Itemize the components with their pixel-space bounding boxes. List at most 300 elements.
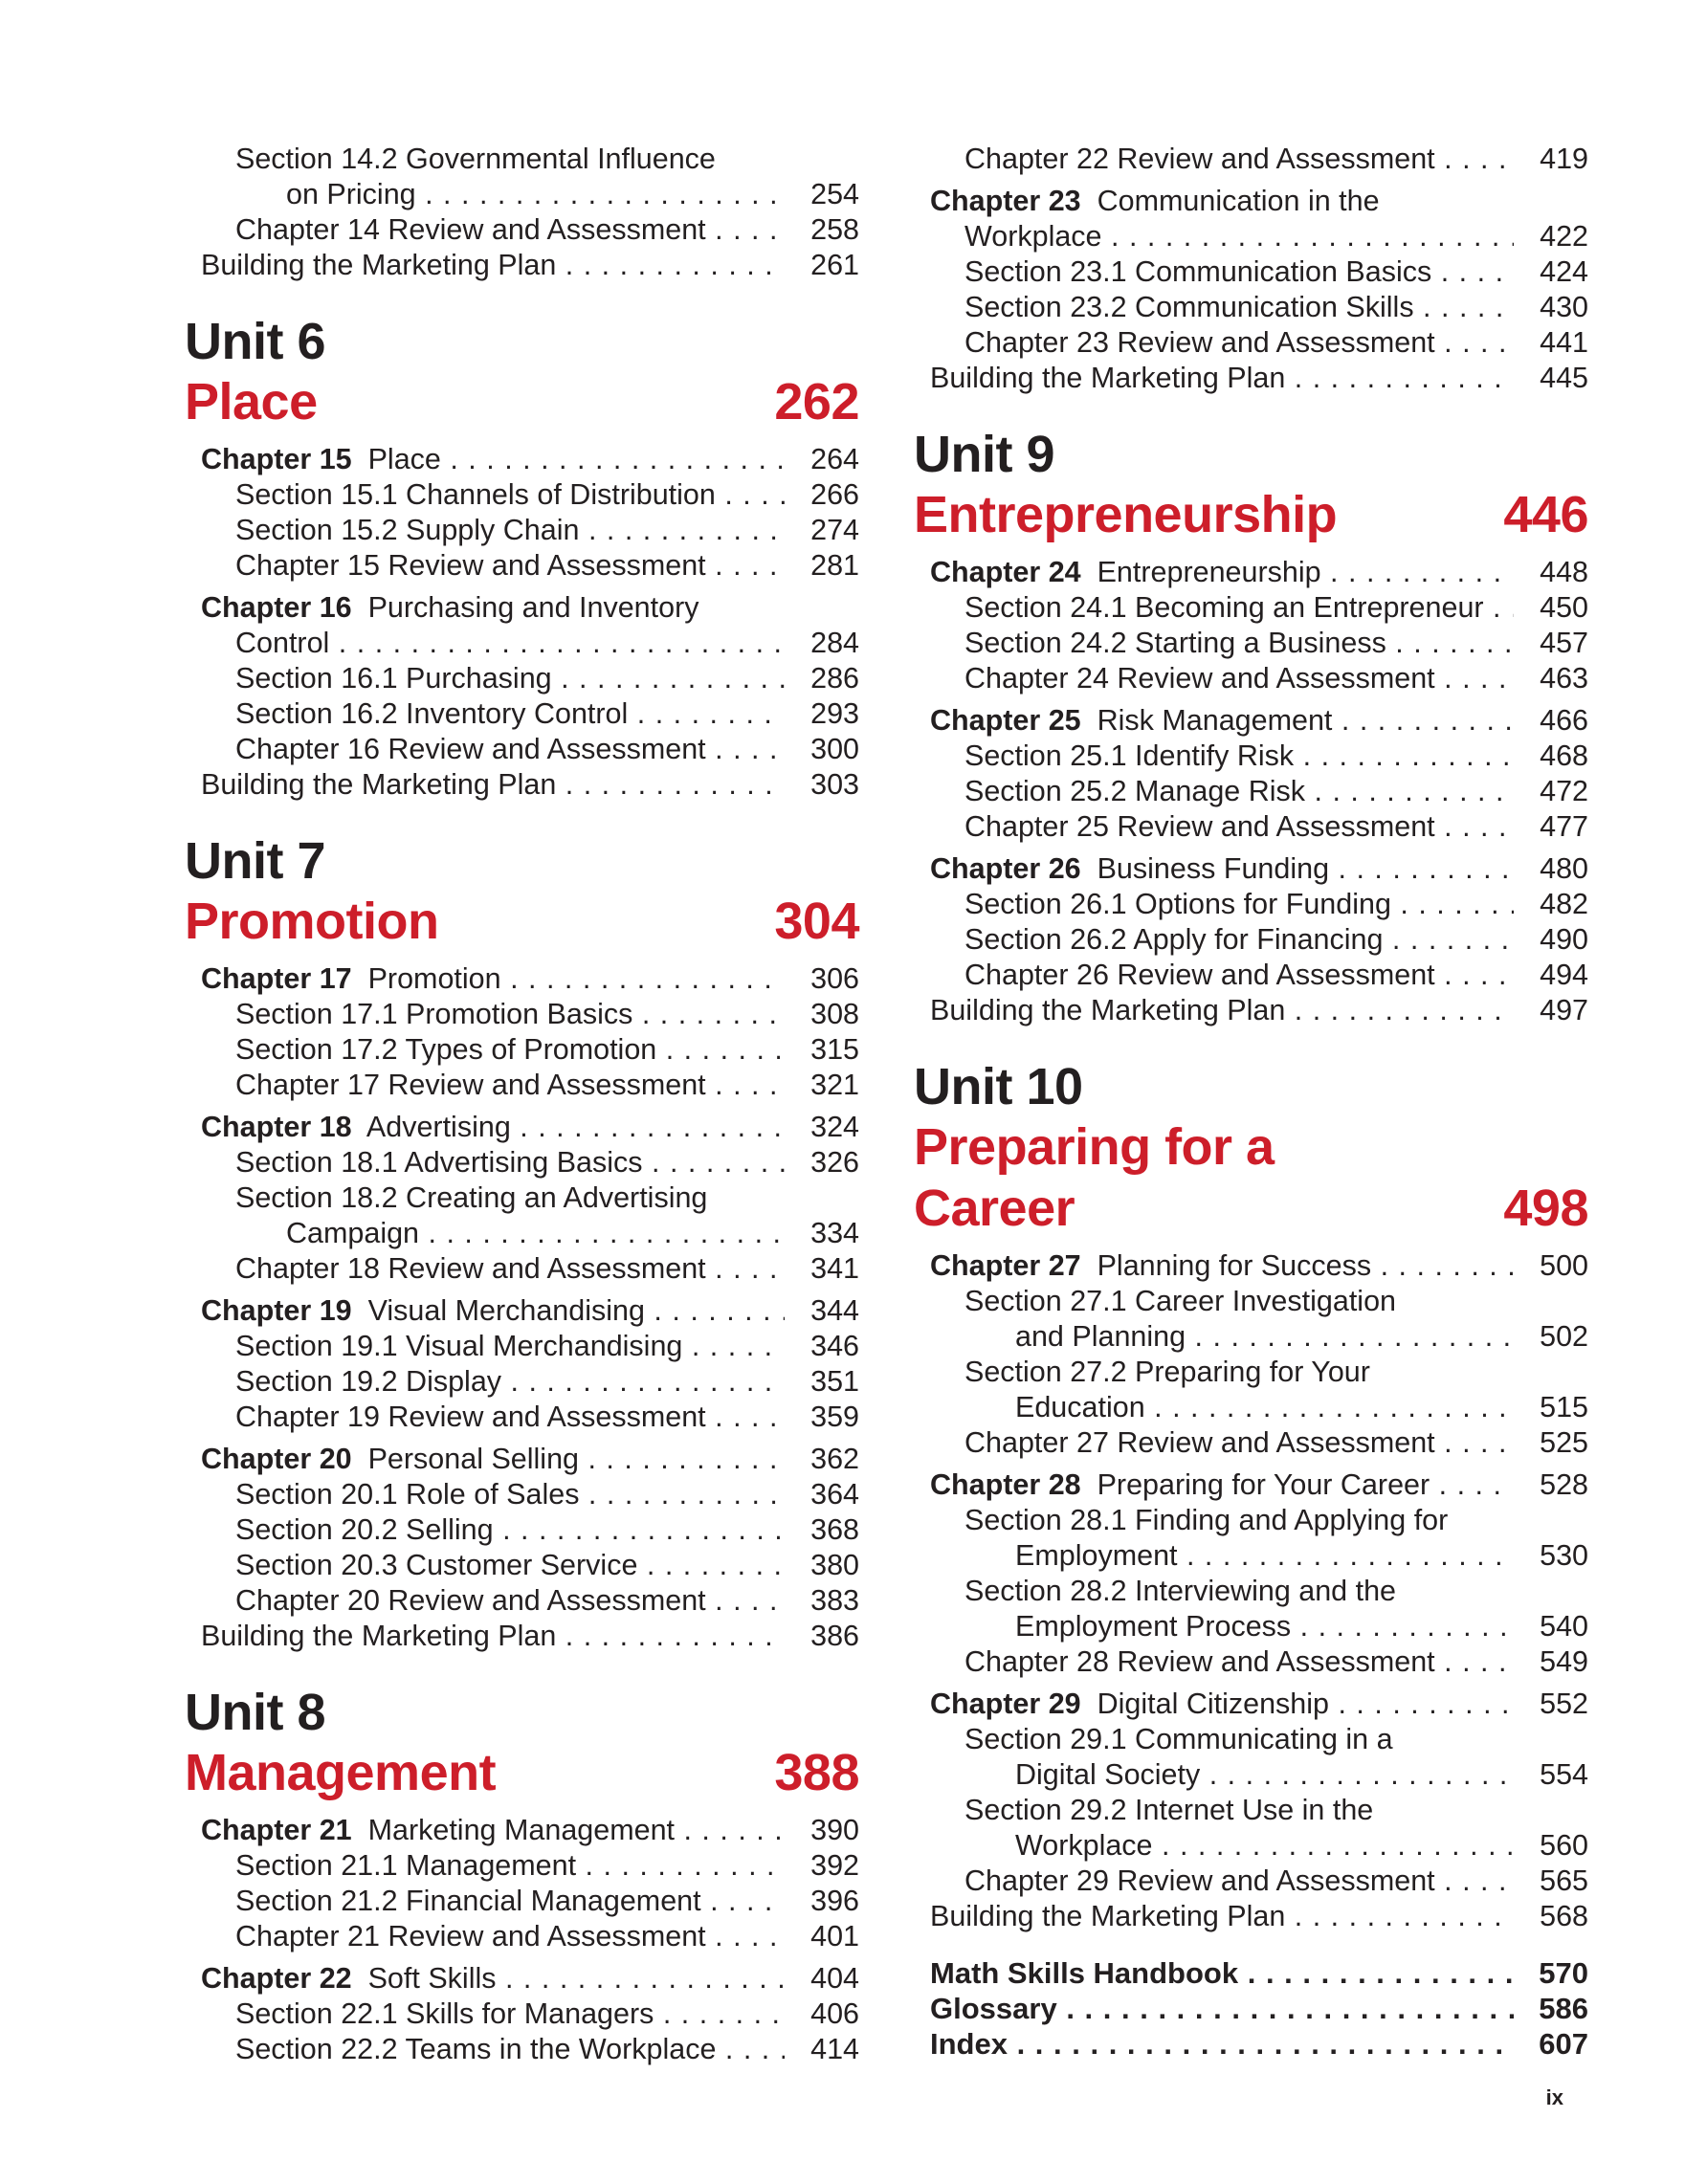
entry-title: [964, 661, 1518, 696]
unit-label: Unit 7: [185, 832, 326, 890]
entry-text: Section 26.2 Apply for Financing: [964, 923, 1384, 956]
entry-page-number: 500: [1514, 1248, 1588, 1284]
entry-text: Building the Marketing Plan: [930, 362, 1286, 394]
entry-title: [235, 1032, 788, 1068]
review-entry[interactable]: [235, 212, 859, 248]
marketing-plan-entry[interactable]: [930, 993, 1588, 1028]
section-entry[interactable]: [235, 1180, 859, 1216]
unit-title[interactable]: [914, 1116, 1588, 1178]
entry-page-number: 472: [1514, 774, 1588, 809]
entry-title: [930, 555, 1518, 590]
entry-page-number: 261: [785, 248, 859, 283]
chapter-label: Chapter 18: [201, 1111, 352, 1143]
entry-page-number: 457: [1514, 626, 1588, 661]
entry-title: [235, 1400, 788, 1435]
unit-title[interactable]: [185, 371, 859, 432]
entry-title: [201, 1293, 788, 1329]
unit-page-number: 446: [1503, 486, 1588, 543]
entry-title: [1015, 1609, 1518, 1644]
entry-text: Chapter 25 Review and Assessment: [964, 810, 1435, 843]
toc-entry[interactable]: [1015, 1828, 1588, 1864]
section-entry[interactable]: [235, 513, 859, 548]
entry-text: Section 28.2 Interviewing and the: [964, 1575, 1397, 1607]
entry-title: [964, 219, 1518, 254]
entry-title: [235, 1477, 788, 1512]
unit-title[interactable]: [185, 891, 859, 952]
entry-title: [930, 851, 1518, 887]
entry-page-number: 441: [1514, 325, 1588, 361]
section-entry[interactable]: [235, 661, 859, 696]
unit-block: [185, 831, 859, 1654]
marketing-plan-entry[interactable]: [930, 361, 1588, 396]
toc-entry[interactable]: [286, 177, 859, 212]
entry-text: Chapter 14 Review and Assessment: [235, 213, 706, 246]
section-entry[interactable]: [964, 1503, 1588, 1538]
entry-title: [1015, 1828, 1518, 1864]
entry-text: Building the Marketing Plan: [930, 1900, 1286, 1932]
entry-text: Section 22.1 Skills for Managers: [235, 1997, 654, 2030]
entry-page-number: 300: [785, 732, 859, 767]
entry-page-number: 482: [1514, 887, 1588, 922]
entry-page-number: 344: [785, 1293, 859, 1329]
entry-page-number: 497: [1514, 993, 1588, 1028]
entry-page-number: 308: [785, 997, 859, 1032]
entry-text: Chapter 22 Review and Assessment: [964, 143, 1435, 175]
entry-page-number: 445: [1514, 361, 1588, 396]
entry-title: [235, 2032, 788, 2067]
entry-page-number: 401: [785, 1919, 859, 1954]
entry-text: Employment Process: [1015, 1610, 1292, 1643]
entry-page-number: 258: [785, 212, 859, 248]
entry-page-number: 450: [1514, 590, 1588, 626]
entry-text: Chapter 21 Review and Assessment: [235, 1920, 706, 1952]
entry-page-number: 334: [785, 1216, 859, 1251]
chapter-entry[interactable]: [930, 555, 1588, 590]
entry-text: Building the Marketing Plan: [201, 249, 557, 281]
unit-entries: [185, 961, 859, 1654]
entry-title: [235, 696, 788, 732]
entry-title: [964, 290, 1518, 325]
entry-title: [235, 1251, 788, 1287]
chapter-entry[interactable]: [930, 1248, 1588, 1284]
entry-text: Employment: [1015, 1539, 1178, 1572]
section-entry[interactable]: [964, 1574, 1588, 1609]
unit-title-text: Promotion: [185, 893, 439, 950]
entry-text: Section 19.1 Visual Merchandising: [235, 1330, 683, 1362]
section-entry[interactable]: [235, 1477, 859, 1512]
review-entry[interactable]: [964, 142, 1588, 177]
entry-title: [235, 732, 788, 767]
entry-title: [964, 922, 1518, 958]
review-entry[interactable]: [235, 1400, 859, 1435]
entry-page-number: 326: [785, 1145, 859, 1180]
entry-page-number: 404: [785, 1961, 859, 1996]
entry-text: Entrepreneurship: [1097, 556, 1321, 588]
entry-text: Section 23.1 Communication Basics: [964, 255, 1432, 288]
entry-title: [235, 1548, 788, 1583]
section-entry[interactable]: [235, 1512, 859, 1548]
entry-title: [1015, 1319, 1518, 1355]
entry-page-number: 254: [785, 177, 859, 212]
entry-page-number: 321: [785, 1068, 859, 1103]
section-entry[interactable]: [235, 1548, 859, 1583]
entry-page-number: 568: [1514, 1899, 1588, 1934]
entry-text: Section 29.1 Communicating in a: [964, 1723, 1393, 1755]
review-entry[interactable]: [964, 809, 1588, 845]
unit-title-text: Career: [914, 1180, 1075, 1237]
entry-title: [964, 1722, 1518, 1757]
section-entry[interactable]: [235, 696, 859, 732]
entry-page-number: 364: [785, 1477, 859, 1512]
entry-title: [964, 1425, 1518, 1461]
unit-title-text: Preparing for a: [914, 1118, 1275, 1176]
review-entry[interactable]: [964, 958, 1588, 993]
entry-page-number: 293: [785, 696, 859, 732]
entry-text: Section 21.1 Management: [235, 1849, 577, 1882]
chapter-label: Chapter 25: [930, 704, 1081, 737]
end-matter-entry[interactable]: [930, 1991, 1588, 2026]
section-entry[interactable]: [235, 477, 859, 513]
section-entry[interactable]: [964, 774, 1588, 809]
entry-title: [1015, 1757, 1518, 1793]
entry-text: Digital Society: [1015, 1758, 1201, 1791]
entry-title: [235, 1145, 788, 1180]
marketing-plan-entry[interactable]: [201, 767, 859, 803]
entry-page-number: 383: [785, 1583, 859, 1619]
entry-title: [235, 1884, 788, 1919]
entry-text: Section 25.2 Manage Risk: [964, 775, 1306, 807]
unit-title[interactable]: [914, 1178, 1588, 1239]
entry-text: Section 19.2 Display: [235, 1365, 502, 1398]
chapter-label: Chapter 23: [930, 185, 1081, 217]
entry-page-number: 549: [1514, 1644, 1588, 1680]
unit-block: [914, 1057, 1588, 1934]
entry-text: Chapter 24 Review and Assessment: [964, 662, 1435, 695]
entry-page-number: 490: [1514, 922, 1588, 958]
entry-title: [235, 1583, 788, 1619]
unit-title-text: Entrepreneurship: [914, 486, 1338, 543]
toc-entry[interactable]: [286, 1216, 859, 1251]
entry-page-number: 525: [1514, 1425, 1588, 1461]
entry-title: [235, 626, 788, 661]
entry-page-number: 607: [1514, 2026, 1588, 2062]
entry-title: [235, 1512, 788, 1548]
chapter-label: Chapter 19: [201, 1294, 352, 1327]
review-entry[interactable]: [235, 1919, 859, 1954]
entry-title: [235, 1919, 788, 1954]
entry-page-number: 515: [1514, 1390, 1588, 1425]
toc-entry[interactable]: [1015, 1538, 1588, 1574]
entry-text: Chapter 26 Review and Assessment: [964, 959, 1435, 991]
chapter-label: Chapter 22: [201, 1962, 352, 1995]
entry-page-number: 540: [1514, 1609, 1588, 1644]
entry-text: Section 22.2 Teams in the Workplace: [235, 2033, 717, 2065]
chapter-entry[interactable]: [201, 1961, 859, 1996]
entry-page-number: 396: [785, 1884, 859, 1919]
entry-page-number: 274: [785, 513, 859, 548]
entry-text: Section 24.2 Starting a Business: [964, 627, 1386, 659]
chapter-entry[interactable]: [201, 1442, 859, 1477]
unit-title[interactable]: [914, 484, 1588, 545]
entry-page-number: 380: [785, 1548, 859, 1583]
entry-text: Campaign: [286, 1217, 420, 1249]
entry-page-number: 502: [1514, 1319, 1588, 1355]
section-entry[interactable]: [964, 1722, 1588, 1757]
entry-title: [964, 1284, 1518, 1319]
entry-title: [930, 184, 1518, 219]
unit-label: Unit 9: [914, 426, 1055, 483]
entry-title: [964, 1793, 1518, 1828]
entry-text: Section 18.1 Advertising Basics: [235, 1146, 643, 1179]
section-entry[interactable]: [235, 1329, 859, 1364]
unit-entries: [185, 1813, 859, 2067]
entry-title: [201, 1110, 788, 1145]
entry-title: [235, 548, 788, 584]
review-entry[interactable]: [964, 1644, 1588, 1680]
entry-text: Section 16.2 Inventory Control: [235, 697, 629, 730]
entry-text: Risk Management: [1097, 704, 1333, 737]
chapter-label: Chapter 21: [201, 1814, 352, 1846]
review-entry[interactable]: [235, 548, 859, 584]
entry-text: Chapter 27 Review and Assessment: [964, 1426, 1435, 1459]
entry-page-number: 552: [1514, 1687, 1588, 1722]
entry-page-number: 351: [785, 1364, 859, 1400]
section-entry[interactable]: [964, 1793, 1588, 1828]
unit-page-number: 498: [1503, 1180, 1588, 1237]
chapter-entry[interactable]: [201, 1293, 859, 1329]
entry-text: Chapter 29 Review and Assessment: [964, 1864, 1435, 1897]
entry-page-number: 586: [1514, 1991, 1588, 2026]
entry-text: Section 15.1 Channels of Distribution: [235, 478, 716, 511]
section-entry[interactable]: [964, 739, 1588, 774]
unit-title[interactable]: [185, 1742, 859, 1803]
entry-text: Purchasing and Inventory: [367, 591, 699, 624]
entry-page-number: 560: [1514, 1828, 1588, 1864]
chapter-label: Chapter 17: [201, 962, 352, 995]
toc-entry[interactable]: [235, 626, 859, 661]
review-entry[interactable]: [235, 1583, 859, 1619]
chapter-entry[interactable]: [201, 590, 859, 626]
toc-entry[interactable]: [1015, 1390, 1588, 1425]
unit-page-number: 388: [774, 1744, 859, 1801]
entry-title: [964, 254, 1518, 290]
section-entry[interactable]: [235, 1364, 859, 1400]
unit-title-text: Management: [185, 1744, 497, 1801]
review-entry[interactable]: [235, 1068, 859, 1103]
entry-text: Section 25.1 Identify Risk: [964, 739, 1295, 772]
marketing-plan-entry[interactable]: [930, 1899, 1588, 1934]
entry-title: [964, 887, 1518, 922]
chapter-entry[interactable]: [201, 1110, 859, 1145]
unit-entries: [185, 442, 859, 803]
chapter-label: Chapter 16: [201, 591, 352, 624]
section-entry[interactable]: [235, 1145, 859, 1180]
entry-title: Glossary . . .: [930, 1991, 1518, 2026]
marketing-plan-entry[interactable]: [201, 248, 859, 283]
section-entry[interactable]: [235, 1848, 859, 1884]
entry-text: Section 20.1 Role of Sales: [235, 1478, 580, 1511]
entry-text: Chapter 18 Review and Assessment: [235, 1252, 706, 1285]
chapter-entry[interactable]: [201, 961, 859, 997]
unit-entries: [914, 1248, 1588, 1934]
entry-text: Section 20.2 Selling: [235, 1513, 494, 1546]
entry-text: Communication in the: [1097, 185, 1380, 217]
entry-title: [964, 739, 1518, 774]
entry-title: [930, 1248, 1518, 1284]
section-entry[interactable]: [964, 290, 1588, 325]
entry-text: Preparing for Your Career: [1097, 1468, 1430, 1501]
section-entry[interactable]: [235, 142, 859, 177]
section-entry[interactable]: [235, 1032, 859, 1068]
entry-title: [964, 626, 1518, 661]
chapter-entry[interactable]: [201, 1813, 859, 1848]
chapter-entry[interactable]: [930, 1687, 1588, 1722]
section-entry[interactable]: [964, 1284, 1588, 1319]
toc-entry[interactable]: [1015, 1319, 1588, 1355]
entry-title: [1015, 1390, 1518, 1425]
entry-page-number: 284: [785, 626, 859, 661]
entry-title: [964, 1644, 1518, 1680]
end-matter-entry[interactable]: [930, 2026, 1588, 2062]
chapter-entry[interactable]: [930, 1467, 1588, 1503]
unit-block: [185, 312, 859, 803]
toc-left-column: [185, 142, 859, 2067]
entry-text: Section 14.2 Governmental Influence: [235, 143, 716, 175]
section-entry[interactable]: [235, 1884, 859, 1919]
chapter-entry[interactable]: [930, 703, 1588, 739]
entry-text: Planning for Success: [1097, 1249, 1372, 1282]
entry-title: [235, 661, 788, 696]
entry-text: Control: [235, 627, 330, 659]
entry-text: Soft Skills: [367, 1962, 497, 1995]
entry-title: [235, 212, 788, 248]
entry-text: Section 23.2 Communication Skills: [964, 291, 1414, 323]
entry-text: Chapter 23 Review and Assessment: [964, 326, 1435, 359]
entry-text: and Planning: [1015, 1320, 1186, 1353]
unit-page-number: 304: [774, 893, 859, 950]
chapter-label: Chapter 24: [930, 556, 1081, 588]
section-entry[interactable]: [964, 590, 1588, 626]
marketing-plan-entry[interactable]: [201, 1619, 859, 1654]
unit-page-number: 262: [774, 373, 859, 430]
entry-text: Advertising: [366, 1111, 511, 1143]
entry-page-number: 414: [785, 2032, 859, 2067]
section-entry[interactable]: [235, 2032, 859, 2067]
section-entry[interactable]: [964, 1355, 1588, 1390]
entry-title: [964, 325, 1518, 361]
section-entry[interactable]: [964, 626, 1588, 661]
review-entry[interactable]: [964, 1864, 1588, 1899]
entry-title: [930, 703, 1518, 739]
chapter-entry[interactable]: [930, 851, 1588, 887]
chapter-entry[interactable]: [930, 184, 1588, 219]
end-matter-entry[interactable]: [930, 1955, 1588, 1991]
entry-text: Section 15.2 Supply Chain: [235, 514, 580, 546]
entry-page-number: 528: [1514, 1467, 1588, 1503]
chapter-label: Chapter 27: [930, 1249, 1081, 1282]
entry-title: [964, 958, 1518, 993]
review-entry[interactable]: [964, 661, 1588, 696]
entry-text: Section 27.1 Career Investigation: [964, 1285, 1396, 1317]
toc-entry[interactable]: [1015, 1757, 1588, 1793]
entry-page-number: 424: [1514, 254, 1588, 290]
unit-block: [185, 1683, 859, 2067]
entry-page-number: 419: [1514, 142, 1588, 177]
entry-text: Section 29.2 Internet Use in the: [964, 1794, 1374, 1826]
entry-title: [930, 1687, 1518, 1722]
entry-page-number: 466: [1514, 703, 1588, 739]
entry-text: Chapter 19 Review and Assessment: [235, 1401, 706, 1433]
section-entry[interactable]: [964, 887, 1588, 922]
entry-title: [964, 1574, 1518, 1609]
entry-title: [235, 1996, 788, 2032]
entry-text: Chapter 16 Review and Assessment: [235, 733, 706, 765]
entry-title: [201, 1442, 788, 1477]
entry-text: Section 17.2 Types of Promotion: [235, 1033, 657, 1066]
entry-text: Section 24.1 Becoming an Entrepreneur: [964, 591, 1484, 624]
entry-page-number: 392: [785, 1848, 859, 1884]
entry-title: [235, 1180, 788, 1216]
toc-entry[interactable]: [1015, 1609, 1588, 1644]
entry-title: [964, 142, 1518, 177]
entry-text: Chapter 20 Review and Assessment: [235, 1584, 706, 1617]
toc-entry[interactable]: [964, 219, 1588, 254]
chapter-entry[interactable]: [201, 442, 859, 477]
entry-page-number: 463: [1514, 661, 1588, 696]
entry-title: [1015, 1538, 1518, 1574]
section-entry[interactable]: [964, 254, 1588, 290]
entry-page-number: 468: [1514, 739, 1588, 774]
entry-title: [964, 774, 1518, 809]
entry-text: Chapter 28 Review and Assessment: [964, 1645, 1435, 1678]
entry-title: [201, 590, 788, 626]
entry-text: Building the Marketing Plan: [201, 1620, 557, 1652]
entry-page-number: 570: [1514, 1955, 1588, 1991]
entry-title: [235, 1364, 788, 1400]
section-entry[interactable]: [235, 1996, 859, 2032]
entry-text: Section 17.1 Promotion Basics: [235, 998, 633, 1030]
entry-page-number: 530: [1514, 1538, 1588, 1574]
entry-text: on Pricing: [286, 178, 416, 210]
entry-page-number: 362: [785, 1442, 859, 1477]
section-entry[interactable]: [964, 922, 1588, 958]
review-entry[interactable]: [235, 1251, 859, 1287]
entry-page-number: 306: [785, 961, 859, 997]
entry-title: [964, 1503, 1518, 1538]
entry-title: [964, 1355, 1518, 1390]
entry-title: [235, 1329, 788, 1364]
entry-title: [201, 248, 788, 283]
entry-title: [201, 1619, 788, 1654]
entry-page-number: 390: [785, 1813, 859, 1848]
entry-text: Workplace: [1015, 1829, 1153, 1862]
entry-title: Index . . .: [930, 2026, 1518, 2062]
entry-title: [201, 1813, 788, 1848]
review-entry[interactable]: [964, 325, 1588, 361]
entry-title: [964, 809, 1518, 845]
review-entry[interactable]: [235, 732, 859, 767]
entry-title: [964, 590, 1518, 626]
entry-page-number: 359: [785, 1400, 859, 1435]
entry-page-number: 406: [785, 1996, 859, 2032]
review-entry[interactable]: [964, 1425, 1588, 1461]
entry-page-number: 303: [785, 767, 859, 803]
entry-page-number: 422: [1514, 219, 1588, 254]
entry-title: [201, 767, 788, 803]
section-entry[interactable]: [235, 997, 859, 1032]
page-number: ix: [1545, 2085, 1563, 2109]
entry-text: Business Funding: [1097, 852, 1330, 885]
